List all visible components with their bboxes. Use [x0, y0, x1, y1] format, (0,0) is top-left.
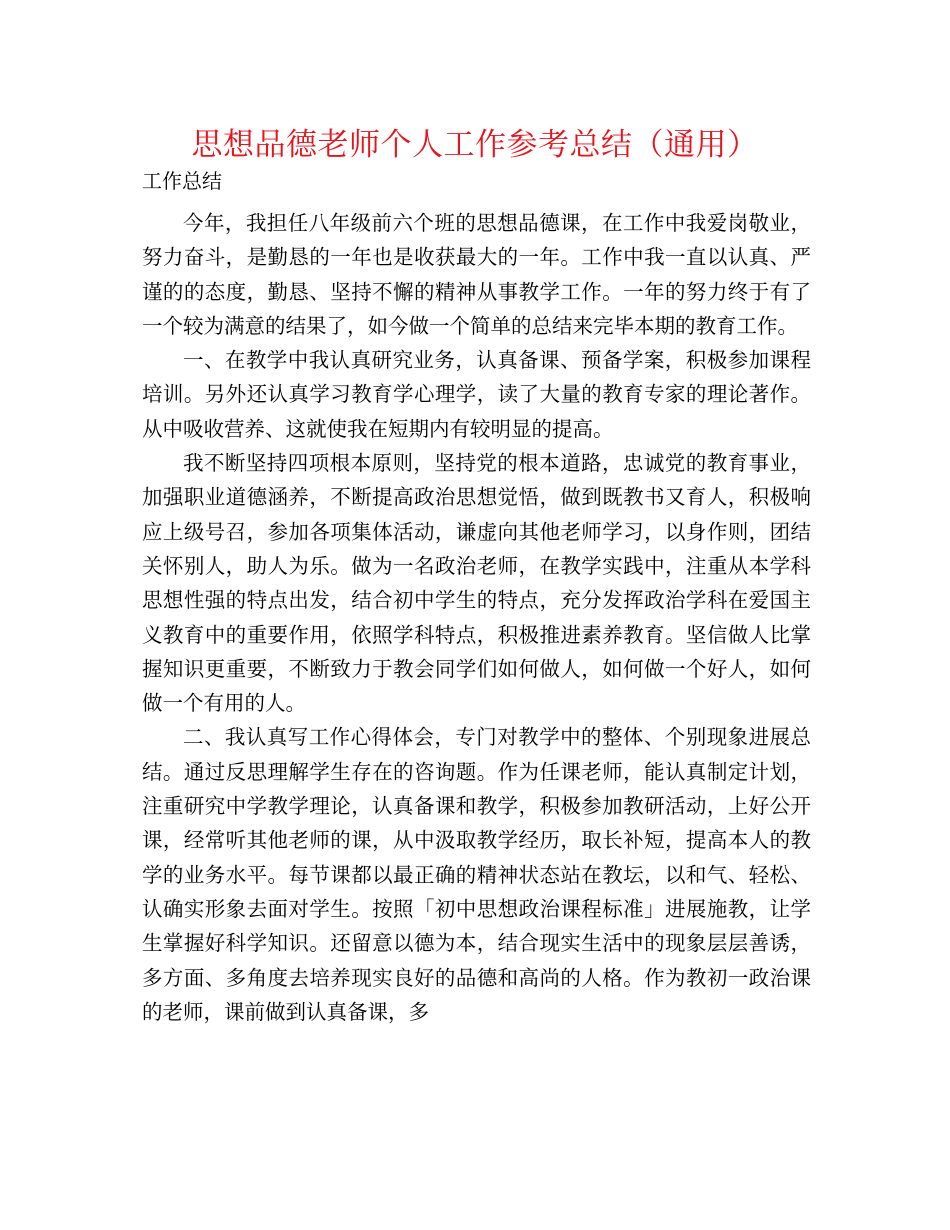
paragraph-principles: 我不断坚持四项根本原则，坚持党的根本道路，忠诚党的教育事业，加强职业道德涵养，不断提高政治思想觉悟，做到既教书又育人，积极响应上级号召，参加各项集体活动，谦虚向其他老师学习，以身作则，团结关怀别人，助人为乐。做为一名政治老师，在教学实践中，注重从本学科思想性强的特点出发，结合初中学生的特点，充分发挥政治学科在爱国主义教育中的重要作用，依照学科特点，积极推进素养教育。坚信做人比掌握知识更重要，不断致力于教会同学们如何做人，如何做一个好人，如何做一个有用的人。 [142, 451, 811, 716]
paragraph-intro: 今年，我担任八年级前六个班的思想品德课，在工作中我爱岗敬业，努力奋斗，是勤恳的一年也是收获最大的一年。工作中我一直以认真、严谨的的态度，勤恳、坚持不懈的精神从事教学工作。一年的努力终于有了一个较为满意的结果了，如今做一个简单的总结来完毕本期的教育工作。 [142, 211, 811, 338]
paragraph-section-two: 二、我认真写工作心得体会，专门对教学中的整体、个别现象进展总结。通过反思理解学生存在的咨询题。作为任课老师，能认真制定计划，注重研究中学教学理论，认真备课和教学，积极参加教研活动，上好公开课，经常听其他老师的课，从中汲取教学经历，取长补短，提高本人的教学的业务水平。每节课都以最正确的精神状态站在教坛，以和气、轻松、认确实形象去面对学生。按照「初中思想政治课程标准」进展施教，让学生掌握好科学知识。还留意以德为本，结合现实生活中的现象层层善诱，多方面、多角度去培养现实良好的品德和高尚的人格。作为教初一政治课的老师，课前做到认真备课，多 [142, 725, 811, 1024]
document-title: 思想品德老师个人工作参考总结（通用） [191, 127, 759, 163]
document-body [142, 206, 811, 1029]
document-subtitle: 工作总结 [142, 169, 222, 193]
paragraph-section-one: 一、在教学中我认真研究业务，认真备课、预备学案，积极参加课程培训。另外还认真学习教育学心理学，读了大量的教育专家的理论著作。从中吸收营养、这就使我在短期内有较明显的提高。 [142, 348, 811, 441]
